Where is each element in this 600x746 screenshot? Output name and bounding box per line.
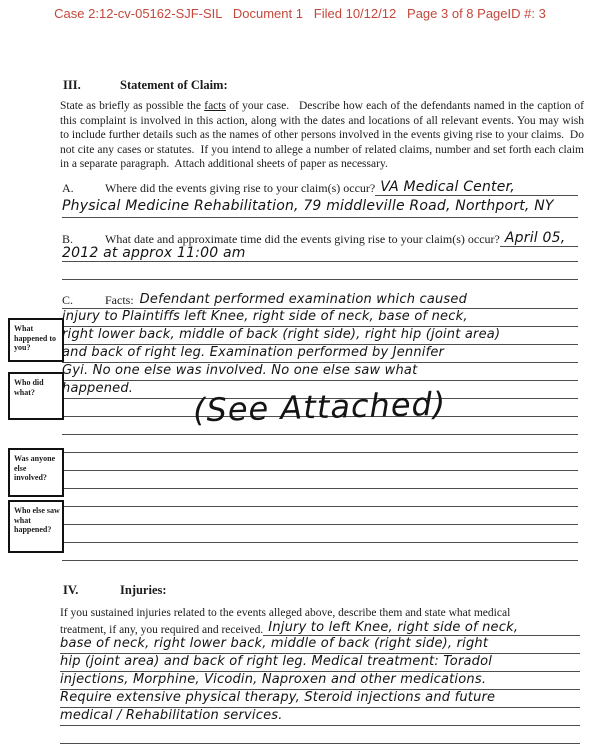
item-a-label: A. (62, 181, 74, 195)
facts-line-3: right lower back, middle of back (right side), right hip (joint area) (62, 327, 578, 345)
injuries-line-2: base of neck, right lower back, middle of back (right side), right (60, 636, 580, 654)
section-iv-number: IV. (63, 583, 79, 597)
section-iii-title: Statement of Claim: (120, 78, 228, 92)
injuries-line-5: Require extensive physical therapy, Steroid injections and future (60, 690, 580, 708)
injuries-blank-rule (60, 726, 580, 744)
item-c (62, 291, 578, 561)
section-iv-body (60, 607, 580, 744)
injuries-intro-line2-row (60, 622, 580, 636)
injuries-intro-line2: treatment, if any, you required and received. (60, 624, 264, 636)
item-c-row-1 (62, 291, 578, 309)
item-b-question: What date and approximate time did the events giving rise to your claim(s) occur? (105, 232, 500, 246)
facts-line-5: Gyi. No one else was involved. No one else saw what (62, 363, 578, 381)
section-iv-heading (63, 583, 167, 598)
item-a-answer-line2: Physical Medicine Rehabilitation, 79 middleville Road, Northport, NY (62, 196, 578, 218)
section-iii-heading (63, 78, 228, 93)
facts-blank-rule (62, 525, 578, 543)
facts-line-6: happened. (62, 381, 578, 399)
item-a (62, 178, 578, 218)
injuries-line-6: medical / Rehabilitation services. (60, 708, 580, 726)
facts-blank-rule (62, 489, 578, 507)
margin-box-anyone-else-involved: Was anyone else involved? (8, 448, 64, 497)
section-iii-intro (60, 99, 587, 172)
section-iv-title: Injuries: (120, 583, 167, 597)
item-c-question: Facts: (105, 293, 134, 307)
item-a-question-row (62, 178, 578, 196)
facts-blank-rule (62, 543, 578, 561)
injuries-line-3: hip (joint area) and back of right leg. Medical treatment: Toradol (60, 654, 580, 672)
facts-blank-rule (62, 471, 578, 489)
margin-box-who-did-what: Who did what? (8, 372, 64, 420)
item-b (62, 231, 578, 280)
section-iii-number: III. (63, 78, 81, 92)
facts-line-2: injury to Plaintiffs left Knee, right side of neck, base of neck, (62, 309, 578, 327)
facts-blank-rule (62, 453, 578, 471)
item-a-question: Where did the events giving rise to your claim(s) occur? (105, 181, 376, 195)
item-b-answer-line1: April 05, (500, 230, 578, 247)
item-c-label: C. (62, 293, 74, 307)
margin-box-what-happened: What happened to you? (8, 318, 64, 362)
margin-box-who-else-saw: Who else saw what happened? (8, 500, 64, 553)
facts-blank-rule (62, 507, 578, 525)
item-b-blank-rule (62, 262, 578, 280)
facts-line-1: Defendant performed examination which caused (139, 292, 468, 307)
intro-underlined-word: facts (204, 100, 226, 112)
item-b-answer-line2: 2012 at approx 11:00 am (62, 247, 578, 262)
intro-pre: State as briefly as possible the (60, 100, 205, 112)
case-stamp-header: Case 2:12-cv-05162-SJF-SIL Document 1 Filed 10/12/12 Page 3 of 8 PageID #: 3 (54, 6, 546, 21)
intro-post: of your case. Describe how each of the defendants named in the caption of this complaint is involved in this action, along with the dates and locations of all relevant events. You may wish to include further details such as the names of other persons involved in the events giving rise to your claims. Do not cite any cases or statutes. If you intend to allege a number of related claims, number and set forth each claim in a separate paragraph. Attach additional sheets of paper as necessary. (60, 100, 587, 171)
facts-line-4: and back of right leg. Examination performed by Jennifer (62, 345, 578, 363)
injuries-line-4: injections, Morphine, Vicodin, Naproxen and other medications. (60, 672, 580, 690)
item-b-label: B. (62, 232, 74, 246)
see-attached-note: (See Attached) (192, 384, 447, 430)
injuries-intro-line1: If you sustained injuries related to the events alleged above, describe them and state what medical (60, 607, 511, 619)
facts-blank-rule (62, 435, 578, 453)
injuries-answer-inline: Injury to left Knee, right side of neck, (263, 620, 580, 636)
item-a-answer-line1: VA Medical Center, (375, 179, 578, 196)
